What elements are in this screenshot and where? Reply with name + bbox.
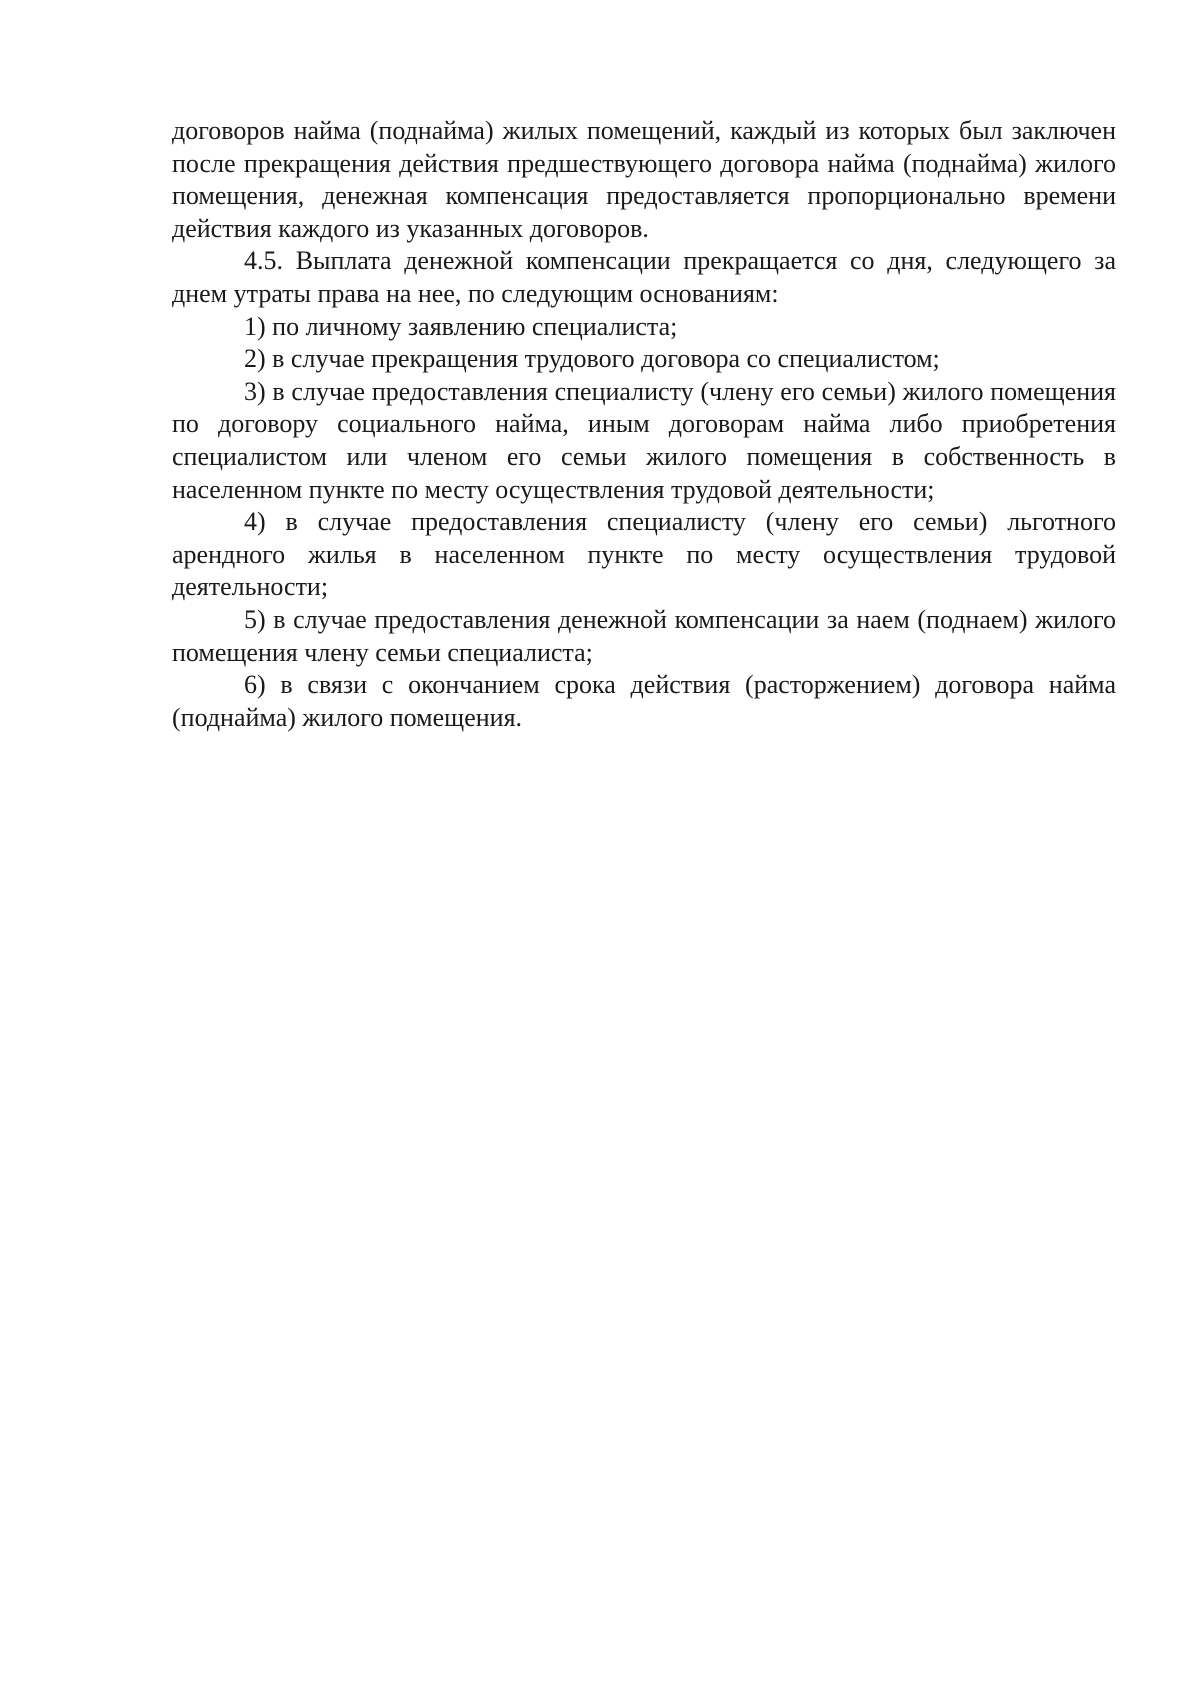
- list-item-2: 2) в случае прекращения трудового договора со специалистом;: [244, 344, 940, 374]
- paragraph-contract-continuation: договоров найма (поднайма) жилых помещений, каждый из которых был заключен после прекращения действия предшествующего договора найма (поднайма) жилого помещения, денежная компенсация предоставляется пропорционально времени действия каждого из указанных договоров.: [172, 116, 1116, 243]
- list-item-1: 1) по личному заявлению специалиста;: [244, 311, 678, 341]
- list-item-4: 4) в случае предоставления специалисту (члену его семьи) льготного арендного жилья в населенном пункте по месту осуществления трудовой деятельности;: [172, 507, 1116, 602]
- document-body: [172, 115, 1116, 734]
- paragraph-section-4-5: 4.5. Выплата денежной компенсации прекращается со дня, следующего за днем утраты права на нее, по следующим основаниям:: [172, 246, 1116, 308]
- list-item-3: 3) в случае предоставления специалисту (члену его семьи) жилого помещения по договору социального найма, иным договорам найма либо приобретения специалистом или членом его семьи жилого помещения в собственность в населенном пункте по месту осуществления трудовой деятельности;: [172, 376, 1116, 504]
- list-item-5: 5) в случае предоставления денежной компенсации за наем (поднаем) жилого помещения члену семьи специалиста;: [172, 604, 1116, 667]
- list-item-6: 6) в связи с окончанием срока действия (расторжением) договора найма (поднайма) жилого помещения.: [172, 670, 1116, 732]
